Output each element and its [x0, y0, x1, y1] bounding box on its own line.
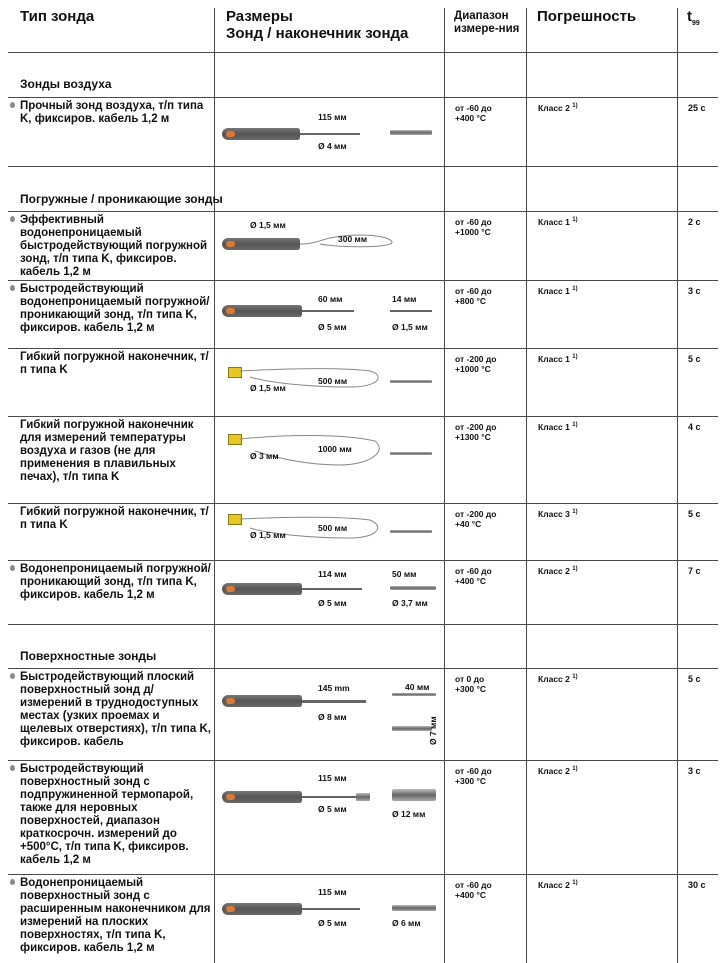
- row-divider: [8, 211, 718, 212]
- bullet-icon: [10, 285, 15, 291]
- range-to: +300 °C: [455, 776, 487, 786]
- dimension-label: Ø 1,5 мм: [250, 383, 286, 393]
- dimension-label: Ø 8 мм: [318, 712, 347, 722]
- measuring-range: [455, 766, 523, 786]
- row-divider: [8, 416, 718, 417]
- range-from: от -200 до: [455, 509, 497, 519]
- column-divider: [214, 8, 215, 963]
- row-divider: [8, 874, 718, 875]
- header-t99-sub: 99: [692, 20, 700, 27]
- measuring-range: [455, 103, 523, 123]
- bullet-icon: [10, 673, 15, 679]
- header-dimensions-line1: Размеры: [226, 8, 293, 25]
- row-divider: [8, 560, 718, 561]
- range-from: от -200 до: [455, 354, 497, 364]
- accuracy-text: Класс 1: [538, 217, 570, 227]
- probe-name: Водонепроницаемый поверхностный зонд с расширенным наконечником для измерений на плоских поверхностях, т/п типа K, фиксиров. кабель 1,2 м: [20, 877, 211, 954]
- column-divider: [526, 8, 527, 963]
- accuracy-text: Класс 1: [538, 286, 570, 296]
- accuracy-class: [538, 354, 578, 364]
- range-from: от -60 до: [455, 566, 492, 576]
- probe-handle-icon: [222, 128, 300, 140]
- probe-handle-icon: [222, 305, 302, 317]
- probe-flat-tip-icon: [392, 726, 432, 731]
- footnote-marker: 1): [572, 566, 578, 573]
- bullet-icon: [10, 765, 15, 771]
- probe-name: Гибкий погружной наконечник, т/п типа K: [20, 506, 209, 531]
- probe-name: Прочный зонд воздуха, т/п типа K, фиксиров. кабель 1,2 м: [20, 100, 204, 125]
- probe-name: Быстродействующий водонепроницаемый погружной/проникающий зонд, т/п типа K, фиксиров. кабель 1,2 м: [20, 283, 210, 334]
- probe-handle-icon: [222, 695, 302, 707]
- probe-name: Гибкий погружной наконечник для измерений температуры воздуха и газов (не для применения в плавильных печах), т/п типа K: [20, 419, 194, 483]
- dimension-label: Ø 1,5 мм: [250, 220, 286, 230]
- dimension-label: Ø 6 мм: [392, 918, 421, 928]
- probe-tip-icon: [390, 310, 432, 312]
- range-from: от -60 до: [455, 286, 492, 296]
- section-immersion-probes: Погружные / проникающие зонды: [20, 192, 223, 206]
- range-from: от -60 до: [455, 766, 492, 776]
- response-time: 5 с: [688, 509, 701, 519]
- footnote-marker: 1): [572, 354, 578, 361]
- dimension-label: Ø 1,5 мм: [250, 530, 286, 540]
- probe-shaft-icon: [302, 588, 362, 590]
- probe-shaft-icon: [302, 796, 358, 798]
- probe-tip-icon: [390, 586, 436, 590]
- measuring-range: [455, 509, 523, 529]
- dimension-label: Ø 4 мм: [318, 141, 347, 151]
- dimension-label: 500 мм: [318, 523, 348, 533]
- probe-tip-icon: [390, 452, 432, 455]
- footnote-marker: 1): [572, 509, 578, 516]
- probe-tip-icon: [390, 380, 432, 383]
- dimension-label: 115 мм: [318, 887, 347, 897]
- accuracy-text: Класс 2: [538, 674, 570, 684]
- accuracy-text: Класс 1: [538, 354, 570, 364]
- response-time: 2 с: [688, 217, 701, 227]
- probe-tip-icon: [392, 789, 436, 801]
- header-dimensions: [226, 9, 408, 43]
- column-divider: [444, 8, 445, 963]
- dimension-label: 115 мм: [318, 773, 347, 783]
- accuracy-text: Класс 2: [538, 103, 570, 113]
- accuracy-class: [538, 509, 578, 519]
- dimension-label: 145 mm: [318, 683, 350, 693]
- accuracy-class: [538, 880, 578, 890]
- accuracy-class: [538, 217, 578, 227]
- dimension-label: Ø 1,5 мм: [392, 322, 428, 332]
- probe-shaft-icon: [302, 310, 354, 312]
- section-surface-probes: Поверхностные зонды: [20, 649, 157, 663]
- row-divider: [8, 760, 718, 761]
- measuring-range: [455, 286, 523, 306]
- dimension-label: Ø 5 мм: [318, 598, 347, 608]
- probe-shaft-icon: [302, 908, 360, 910]
- measuring-range: [455, 354, 523, 374]
- range-from: от -60 до: [455, 880, 492, 890]
- footnote-marker: 1): [572, 674, 578, 681]
- footnote-marker: 1): [572, 766, 578, 773]
- row-divider: [8, 97, 718, 98]
- accuracy-class: [538, 566, 578, 576]
- footnote-marker: 1): [572, 880, 578, 887]
- measuring-range: [455, 217, 523, 237]
- dimension-label: 115 мм: [318, 112, 347, 122]
- accuracy-text: Класс 3: [538, 509, 570, 519]
- range-from: от -60 до: [455, 217, 492, 227]
- response-time: 4 с: [688, 422, 701, 432]
- header-accuracy: Погрешность: [537, 8, 637, 25]
- range-to: +1300 °C: [455, 432, 491, 442]
- section-air-probes: Зонды воздуха: [20, 77, 112, 91]
- range-to: +400 °C: [455, 890, 487, 900]
- probe-handle-icon: [222, 238, 300, 250]
- dimension-label: Ø 5 мм: [318, 804, 347, 814]
- dimension-label: 50 мм: [392, 569, 417, 579]
- accuracy-text: Класс 2: [538, 566, 570, 576]
- response-time: 5 с: [688, 674, 701, 684]
- dimension-label: 1000 мм: [318, 444, 352, 454]
- dimension-label: Ø 7 мм: [428, 716, 438, 745]
- accuracy-text: Класс 2: [538, 880, 570, 890]
- header-range: Диапазон измере-ния: [454, 10, 520, 35]
- dimension-label: Ø 3 мм: [250, 451, 279, 461]
- probe-tip-icon: [392, 905, 436, 911]
- response-time: 3 с: [688, 766, 701, 776]
- probe-cable-icon: [240, 429, 385, 469]
- dimension-label: 500 мм: [318, 376, 348, 386]
- row-divider: [8, 348, 718, 349]
- measuring-range: [455, 674, 523, 694]
- dimension-label: 60 мм: [318, 294, 343, 304]
- dimension-label: Ø 12 мм: [392, 809, 426, 819]
- footnote-marker: 1): [572, 422, 578, 429]
- column-divider: [677, 8, 678, 963]
- response-time: 3 с: [688, 286, 701, 296]
- response-time: 30 с: [688, 880, 706, 890]
- range-from: от -200 до: [455, 422, 497, 432]
- probe-tip-icon: [392, 693, 436, 696]
- header-t99-main: t: [687, 8, 692, 25]
- probe-handle-icon: [222, 903, 302, 915]
- response-time: 5 с: [688, 354, 701, 364]
- probe-name: Быстродействующий плоский поверхностный зонд д/измерений в труднодоступных местах (узких проемах и щелевых отверстиях), т/п типа K, фиксиров. кабель: [20, 671, 211, 748]
- bullet-icon: [10, 102, 15, 108]
- probe-handle-icon: [222, 583, 302, 595]
- header-divider: [8, 52, 718, 53]
- spring-tip-icon: [356, 793, 370, 801]
- accuracy-class: [538, 766, 578, 776]
- probe-tip-icon: [390, 130, 432, 135]
- row-divider: [8, 280, 718, 281]
- header-t99: [687, 9, 700, 28]
- measuring-range: [455, 880, 523, 900]
- footnote-marker: 1): [572, 286, 578, 293]
- dimension-label: 114 мм: [318, 569, 347, 579]
- row-divider: [8, 166, 718, 167]
- dimension-label: 300 мм: [338, 234, 368, 244]
- response-time: 7 с: [688, 566, 701, 576]
- response-time: 25 с: [688, 103, 706, 113]
- dimension-label: 40 мм: [405, 682, 430, 692]
- accuracy-class: [538, 674, 578, 684]
- accuracy-class: [538, 422, 578, 432]
- footnote-marker: 1): [572, 103, 578, 110]
- range-to: +1000 °C: [455, 364, 491, 374]
- range-to: +1000 °C: [455, 227, 491, 237]
- measuring-range: [455, 566, 523, 586]
- header-dimensions-line2: Зонд / наконечник зонда: [226, 24, 409, 42]
- accuracy-class: [538, 103, 578, 113]
- range-to: +400 °C: [455, 113, 487, 123]
- accuracy-text: Класс 1: [538, 422, 570, 432]
- footnote-marker: 1): [572, 217, 578, 224]
- probe-shaft-icon: [302, 700, 366, 703]
- probe-name: Водонепроницаемый погружной/проникающий зонд, т/п типа K, фиксиров. кабель 1,2 м: [20, 563, 211, 601]
- row-divider: [8, 503, 718, 504]
- row-divider: [8, 624, 718, 625]
- header-probe-type: Тип зонда: [20, 8, 95, 25]
- probe-handle-icon: [222, 791, 302, 803]
- range-from: от -60 до: [455, 103, 492, 113]
- probe-name: Эффективный водонепроницаемый быстродействующий погружной зонд, т/п типа K, фиксиров. кабель 1,2 м: [20, 214, 208, 278]
- measuring-range: [455, 422, 523, 442]
- dimension-label: Ø 5 мм: [318, 322, 347, 332]
- row-divider: [8, 668, 718, 669]
- range-to: +300 °C: [455, 684, 487, 694]
- probe-name: Гибкий погружной наконечник, т/п типа K: [20, 351, 209, 376]
- dimension-label: 14 мм: [392, 294, 417, 304]
- accuracy-class: [538, 286, 578, 296]
- bullet-icon: [10, 879, 15, 885]
- dimension-label: Ø 3,7 мм: [392, 598, 428, 608]
- accuracy-text: Класс 2: [538, 766, 570, 776]
- bullet-icon: [10, 565, 15, 571]
- range-to: +40 °C: [455, 519, 482, 529]
- probe-name: Быстродействующий поверхностный зонд с подпружиненной термопарой, также для неровных поверхностей, диапазон краткосрочн. измерений до +500°C, т/п типа K, фиксиров. кабель 1,2 м: [20, 763, 194, 866]
- probe-tip-icon: [390, 530, 432, 533]
- range-to: +800 °C: [455, 296, 487, 306]
- probe-shaft-icon: [300, 133, 360, 135]
- dimension-label: Ø 5 мм: [318, 918, 347, 928]
- range-from: от 0 до: [455, 674, 485, 684]
- bullet-icon: [10, 216, 15, 222]
- range-to: +400 °C: [455, 576, 487, 586]
